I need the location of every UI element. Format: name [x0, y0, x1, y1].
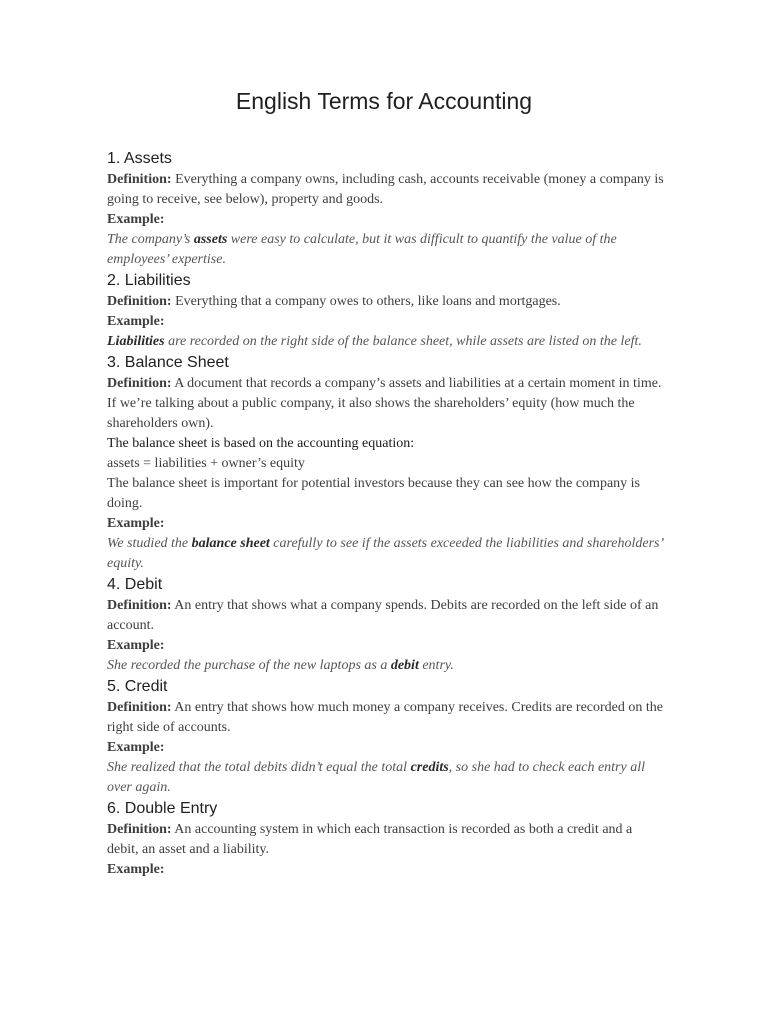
accounting-equation: assets = liabilities + owner’s equity — [107, 456, 305, 471]
definition-text: Everything a company owns, including cash, accounts receivable (money a company is going to receive, see below), property and goods. — [107, 172, 664, 207]
term-heading: 5. Credit — [107, 678, 168, 695]
definition-text: An entry that shows how much money a company receives. Credits are recorded on the right side of accounts. — [107, 700, 663, 735]
equation-intro: The balance sheet is based on the accounting equation: — [107, 436, 415, 451]
term-debit — [107, 574, 667, 676]
example-text: We studied the balance sheet carefully to see if the assets exceeded the liabilities and shareholders’ equity. — [107, 536, 663, 571]
term-credit — [107, 676, 667, 798]
definition-label: Definition: — [107, 598, 172, 613]
example-label: Example: — [107, 638, 165, 653]
term-definition — [107, 292, 667, 312]
example-text: She recorded the purchase of the new laptops as a debit entry. — [107, 658, 454, 673]
document-body — [107, 148, 667, 880]
term-definition — [107, 170, 667, 210]
definition-text: Everything that a company owes to others, like loans and mortgages. — [171, 294, 561, 309]
definition-text: An accounting system in which each transaction is recorded as both a credit and a debit, an asset and a liability. — [107, 822, 633, 857]
term-heading: 3. Balance Sheet — [107, 354, 229, 371]
term-double-entry — [107, 798, 667, 880]
term-heading: 6. Double Entry — [107, 800, 218, 817]
document-title: English Terms for Accounting — [235, 88, 533, 114]
example-text: She realized that the total debits didn’t equal the total credits, so she had to check each entry all over again. — [107, 760, 645, 795]
term-definition — [107, 698, 667, 738]
example-label: Example: — [107, 212, 165, 227]
definition-label: Definition: — [107, 172, 172, 187]
term-assets — [107, 148, 667, 270]
example-text: The company’s assets were easy to calculate, but it was difficult to quantify the value of the employees’ expertise. — [107, 232, 617, 267]
definition-text: An entry that shows what a company spends. Debits are recorded on the left side of an account. — [107, 598, 659, 633]
definition-text: A document that records a company’s assets and liabilities at a certain moment in time. If we’re talking about a public company, it also shows the shareholders’ equity (how much the shareholders own). — [107, 376, 662, 431]
definition-label: Definition: — [107, 376, 172, 391]
term-heading: 4. Debit — [107, 576, 163, 593]
balance-sheet-note: The balance sheet is important for potential investors because they can see how the company is doing. — [107, 476, 640, 511]
example-label: Example: — [107, 740, 165, 755]
term-definition — [107, 374, 667, 434]
term-heading: 1. Assets — [107, 150, 172, 167]
term-definition — [107, 596, 667, 636]
term-liabilities — [107, 270, 667, 352]
definition-label: Definition: — [107, 700, 172, 715]
term-definition — [107, 820, 667, 860]
example-text: Liabilities are recorded on the right side of the balance sheet, while assets are listed on the left. — [107, 334, 642, 349]
term-balance-sheet — [107, 352, 667, 574]
term-heading: 2. Liabilities — [107, 272, 191, 289]
example-label: Example: — [107, 314, 165, 329]
definition-label: Definition: — [107, 822, 172, 837]
definition-label: Definition: — [107, 294, 172, 309]
example-label: Example: — [107, 516, 165, 531]
example-label: Example: — [107, 862, 165, 877]
